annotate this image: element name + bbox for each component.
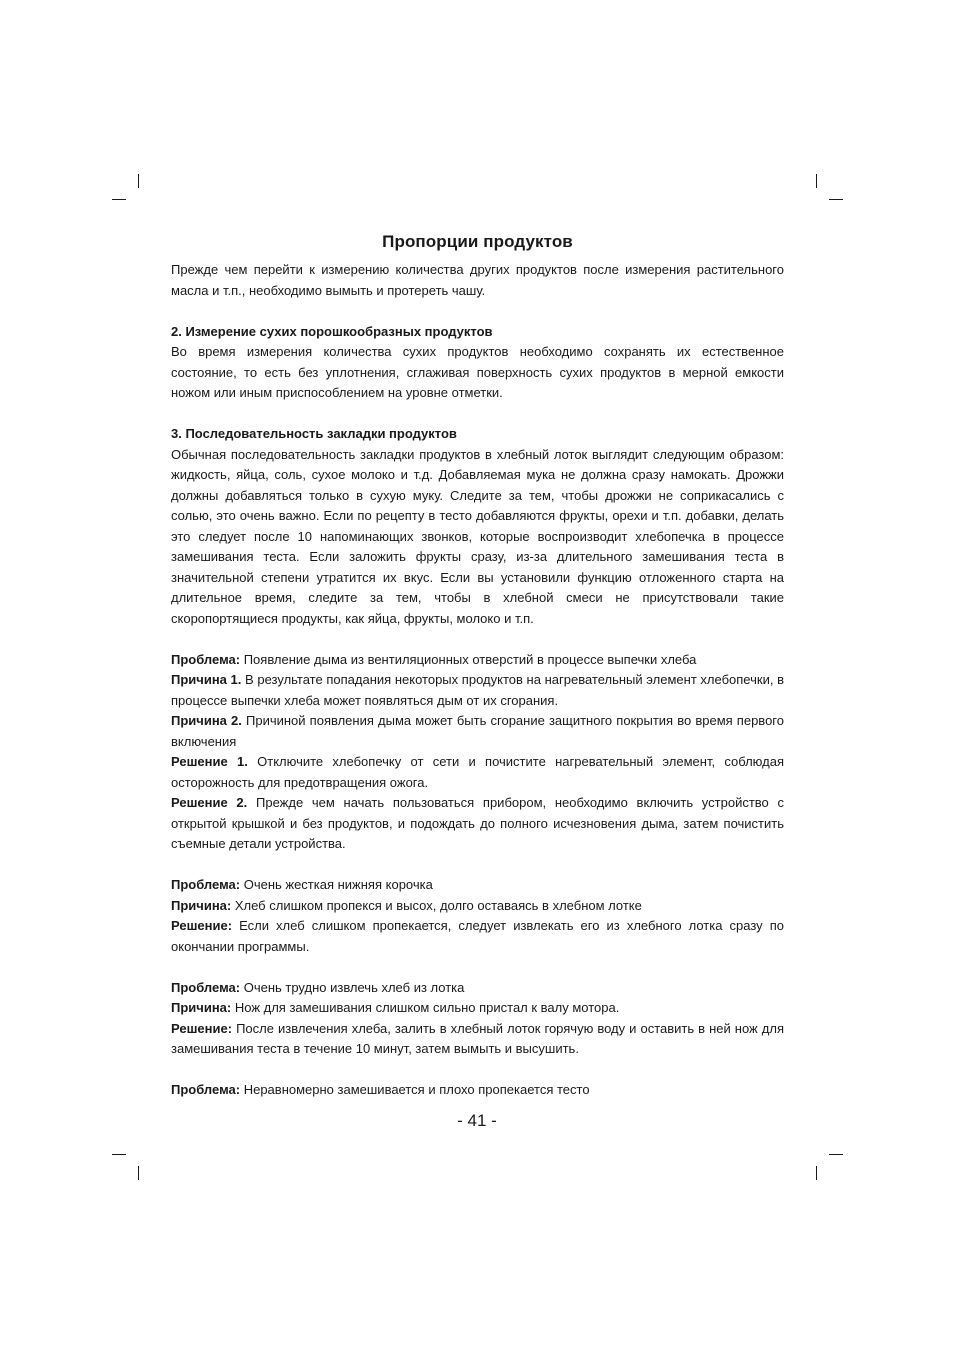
cause-label: Причина 2.: [171, 713, 242, 728]
problem-3-line: [171, 978, 784, 999]
solution-1-line: [171, 752, 784, 793]
solution-line: [171, 1019, 784, 1060]
crop-mark-bottom-left-vertical: [138, 1166, 139, 1180]
cause-text: Хлеб слишком пропекся и высох, долго оставаясь в хлебном лотке: [231, 897, 642, 913]
cause-line: [171, 998, 784, 1019]
problem-label: Проблема:: [171, 651, 241, 667]
problem-label: Проблема:: [171, 877, 241, 892]
solution-label: Решение:: [171, 1020, 233, 1036]
cause-text: Нож для замешивания слишком сильно пристал к валу мотора.: [231, 1000, 620, 1015]
section-2-heading: 2. Измерение сухих порошкообразных продуктов: [171, 323, 493, 339]
section-3-heading: 3. Последовательность закладки продуктов: [171, 426, 457, 441]
cause-line: [171, 896, 784, 917]
cause-1-line: [171, 670, 784, 711]
section-2-text: Во время измерения количества сухих продуктов необходимо сохранять их естественное состояние, то есть без уплотнения, сглаживая поверхность сухих продуктов в мерной емкости ножом или иным приспособлением на уровне отметки.: [171, 344, 784, 400]
solution-label: Решение:: [171, 918, 233, 933]
page-content: [171, 230, 784, 1101]
problem-text: Неравномерно замешивается и плохо пропекается тесто: [240, 1082, 590, 1097]
cause-text: В результате попадания некоторых продуктов на нагревательный элемент хлебопечки, в процессе выпечки хлеба может появляться дым от их сгорания.: [171, 672, 785, 708]
problem-4-line: [171, 1080, 784, 1101]
problem-label: Проблема:: [171, 1082, 241, 1097]
cause-text: Причиной появления дыма может быть сгорание защитного покрытия во время первого включения: [171, 713, 784, 749]
page-title: Пропорции продуктов: [382, 232, 573, 251]
solution-label: Решение 2.: [171, 795, 248, 810]
solution-text: Прежде чем начать пользоваться прибором, необходимо включить устройство с открытой крышкой и без продуктов, и подождать до полного исчезновения дыма, затем почистить съемные детали устройства.: [171, 795, 785, 851]
cause-label: Причина 1.: [171, 672, 242, 687]
solution-line: [171, 916, 784, 957]
solution-text: Отключите хлебопечку от сети и почистите нагревательный элемент, соблюдая осторожность для предотвращения ожога.: [171, 754, 784, 790]
spacer: [171, 855, 784, 876]
spacer: [171, 629, 784, 650]
solution-2-line: [171, 793, 784, 855]
intro-paragraph: Прежде чем перейти к измерению количества других продуктов после измерения растительного масла и т.п., необходимо вымыть и протереть чашу.: [171, 262, 784, 298]
spacer: [171, 301, 784, 322]
crop-mark-top-left-vertical: [138, 174, 139, 188]
problem-1-line: [171, 650, 784, 671]
solution-label: Решение 1.: [171, 754, 248, 769]
crop-mark-bottom-right-vertical: [816, 1166, 817, 1180]
cause-label: Причина:: [171, 1000, 232, 1015]
spacer: [171, 957, 784, 978]
crop-mark-bottom-right-horizontal: [829, 1154, 843, 1155]
solution-text: После извлечения хлеба, залить в хлебный лоток горячую воду и оставить в ней нож для замешивания теста в течение 10 минут, затем вымыть и высушить.: [171, 1020, 784, 1056]
crop-mark-top-right-horizontal: [829, 199, 843, 200]
problem-2-line: [171, 875, 784, 896]
cause-2-line: [171, 711, 784, 752]
problem-text: Очень трудно извлечь хлеб из лотка: [240, 979, 465, 995]
page-number: - 41 -: [457, 1111, 497, 1130]
spacer: [171, 1060, 784, 1081]
crop-mark-top-right-vertical: [816, 174, 817, 188]
problem-label: Проблема:: [171, 979, 241, 995]
spacer: [171, 404, 784, 425]
cause-label: Причина:: [171, 897, 232, 913]
crop-mark-top-left-horizontal: [112, 199, 126, 200]
problem-text: Появление дыма из вентиляционных отверстий в процессе выпечки хлеба: [240, 651, 697, 667]
solution-text: Если хлеб слишком пропекается, следует извлекать его из хлебного лотка сразу по окончании программы.: [171, 918, 784, 954]
section-3-text: Обычная последовательность закладки продуктов в хлебный лоток выглядит следующим образом: жидкость, яйца, соль, сухое молоко и т.д. Добавляемая мука не должна сразу намокать. Дрожжи должны добавляться только в сухую муку. Следите за тем, чтобы дрожжи не соприкасались с солью, это очень важно. Если по рецепту в тесто добавляются фрукты, орехи и т.п. добавки, делать это следует после 10 напоминающих звонков, которые воспроизводит хлебопечка в процессе замешивания теста. Если заложить фрукты сразу, из-за длительного замешивания теста в значительной степени утратится их вкус. Если вы установили функцию отложенного старта на длительное время, следите за тем, чтобы в хлебной смеси не присутствовали такие скоропортящиеся продукты, как яйца, фрукты, молоко и т.п.: [171, 446, 784, 626]
problem-text: Очень жесткая нижняя корочка: [240, 877, 433, 892]
crop-mark-bottom-left-horizontal: [112, 1154, 126, 1155]
